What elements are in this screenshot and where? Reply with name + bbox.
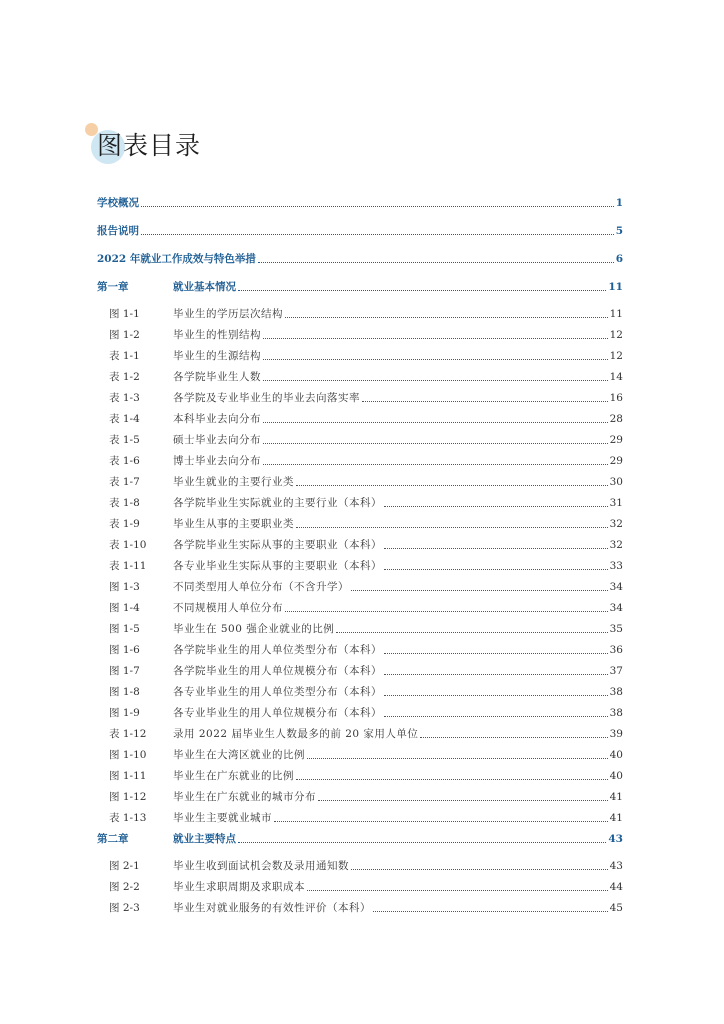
toc-entry-label: 各专业毕业生的用人单位类型分布（本科） bbox=[173, 686, 382, 698]
toc-entry-label: 各学院毕业生的用人单位规模分布（本科） bbox=[173, 665, 382, 677]
toc-page-number: 5 bbox=[615, 225, 623, 237]
toc-entry-label: 各学院毕业生实际从事的主要职业（本科） bbox=[173, 539, 382, 551]
toc-dot-leader bbox=[384, 506, 608, 507]
toc-dot-leader bbox=[362, 401, 608, 402]
toc-entry-row[interactable] bbox=[97, 786, 623, 804]
toc-entry-row[interactable] bbox=[97, 897, 623, 915]
toc-dot-leader bbox=[274, 821, 608, 822]
toc-page-number: 34 bbox=[609, 581, 623, 593]
page-title: 图表目录 bbox=[97, 131, 202, 160]
toc-entry-label: 2022 年就业工作成效与特色举措 bbox=[97, 253, 256, 265]
toc-entry-label: 本科毕业去向分布 bbox=[173, 413, 261, 425]
toc-dot-leader bbox=[141, 234, 614, 235]
toc-entry-row[interactable] bbox=[97, 450, 623, 468]
toc-dot-leader bbox=[258, 262, 614, 263]
toc-entry-label: 毕业生求职周期及求职成本 bbox=[173, 881, 305, 893]
toc-page-number: 36 bbox=[609, 644, 623, 656]
toc-entry-row[interactable] bbox=[97, 702, 623, 720]
toc-entry-number: 图 1-8 bbox=[109, 686, 140, 698]
toc-dot-leader bbox=[384, 569, 608, 570]
toc-entry-label: 各学院毕业生实际就业的主要行业（本科） bbox=[173, 497, 382, 509]
toc-dot-leader bbox=[238, 290, 606, 291]
toc-entry-row[interactable] bbox=[97, 513, 623, 531]
toc-dot-leader bbox=[296, 527, 608, 528]
toc-entry-label: 就业基本情况 bbox=[173, 281, 236, 293]
toc-entry-row[interactable] bbox=[97, 303, 623, 321]
toc-entry-number: 图 1-12 bbox=[109, 791, 147, 803]
toc-dot-leader bbox=[384, 548, 608, 549]
toc-entry-number: 第一章 bbox=[97, 281, 129, 293]
toc-entry-number: 图 1-1 bbox=[109, 308, 140, 320]
toc-page-number: 41 bbox=[609, 812, 623, 824]
toc-page-number: 35 bbox=[609, 623, 623, 635]
toc-entry-label: 毕业生在广东就业的比例 bbox=[173, 770, 294, 782]
toc-page-number: 38 bbox=[609, 707, 623, 719]
toc-page-number: 11 bbox=[608, 281, 623, 293]
toc-dot-leader bbox=[141, 206, 614, 207]
toc-entry-number: 图 1-5 bbox=[109, 623, 140, 635]
toc-entry-label: 硕士毕业去向分布 bbox=[173, 434, 261, 446]
toc-entry-label: 各专业毕业生实际从事的主要职业（本科） bbox=[173, 560, 382, 572]
toc-page-number: 14 bbox=[609, 371, 623, 383]
toc-entry-number: 表 1-6 bbox=[109, 455, 140, 467]
toc-dot-leader bbox=[336, 632, 607, 633]
toc-entry-row[interactable] bbox=[97, 681, 623, 699]
toc-page-number: 11 bbox=[609, 308, 623, 320]
toc-entry-number: 表 1-13 bbox=[109, 812, 147, 824]
toc-dot-leader bbox=[307, 758, 608, 759]
toc-dot-leader bbox=[373, 911, 608, 912]
toc-entry-row[interactable] bbox=[97, 366, 623, 384]
toc-entry-label: 毕业生在 500 强企业就业的比例 bbox=[173, 623, 335, 635]
toc-dot-leader bbox=[263, 380, 608, 381]
toc-page-number: 40 bbox=[609, 749, 623, 761]
toc-entry-row[interactable] bbox=[97, 855, 623, 873]
toc-page-number: 12 bbox=[609, 350, 623, 362]
toc-page-number: 41 bbox=[609, 791, 623, 803]
toc-chapter-row[interactable] bbox=[97, 248, 623, 266]
toc-dot-leader bbox=[307, 890, 608, 891]
toc-dot-leader bbox=[263, 443, 608, 444]
toc-entry-label: 毕业生从事的主要职业类 bbox=[173, 518, 294, 530]
page-title-block bbox=[85, 120, 245, 170]
toc-entry-label: 毕业生的生源结构 bbox=[173, 350, 261, 362]
toc-entry-row[interactable] bbox=[97, 471, 623, 489]
toc-dot-leader bbox=[238, 842, 606, 843]
toc-entry-row[interactable] bbox=[97, 534, 623, 552]
toc-entry-label: 各学院及专业毕业生的毕业去向落实率 bbox=[173, 392, 360, 404]
toc-dot-leader bbox=[384, 695, 608, 696]
toc-dot-leader bbox=[263, 464, 608, 465]
toc-entry-row[interactable] bbox=[97, 660, 623, 678]
toc-chapter-row[interactable] bbox=[97, 276, 623, 294]
toc-page-number: 30 bbox=[609, 476, 623, 488]
toc-page-number: 40 bbox=[609, 770, 623, 782]
toc-entry-row[interactable] bbox=[97, 807, 623, 825]
toc-dot-leader bbox=[296, 779, 608, 780]
toc-entry-row[interactable] bbox=[97, 876, 623, 894]
toc-entry-number: 图 1-3 bbox=[109, 581, 140, 593]
toc-entry-number: 图 2-3 bbox=[109, 902, 140, 914]
toc-entry-number: 表 1-7 bbox=[109, 476, 140, 488]
toc-entry-row[interactable] bbox=[97, 429, 623, 447]
toc-entry-label: 报告说明 bbox=[97, 225, 139, 237]
toc-entry-row[interactable] bbox=[97, 744, 623, 762]
toc-entry-number: 图 1-7 bbox=[109, 665, 140, 677]
toc-page-number: 38 bbox=[609, 686, 623, 698]
toc-entry-number: 表 1-4 bbox=[109, 413, 140, 425]
toc-page-number: 34 bbox=[609, 602, 623, 614]
toc-dot-leader bbox=[384, 674, 608, 675]
toc-dot-leader bbox=[318, 800, 608, 801]
toc-entry-label: 毕业生主要就业城市 bbox=[173, 812, 272, 824]
toc-entry-row[interactable] bbox=[97, 492, 623, 510]
toc-dot-leader bbox=[351, 590, 608, 591]
toc-entry-label: 不同类型用人单位分布（不含升学） bbox=[173, 581, 349, 593]
toc-entry-row[interactable] bbox=[97, 639, 623, 657]
toc-entry-label: 学校概况 bbox=[97, 197, 139, 209]
toc-entry-row[interactable] bbox=[97, 345, 623, 363]
toc-page-number: 45 bbox=[609, 902, 623, 914]
toc-entry-number: 第二章 bbox=[97, 833, 129, 845]
toc-chapter-row[interactable] bbox=[97, 192, 623, 210]
toc-chapter-row[interactable] bbox=[97, 220, 623, 238]
toc-entry-number: 图 1-6 bbox=[109, 644, 140, 656]
toc-entry-label: 毕业生的性别结构 bbox=[173, 329, 261, 341]
toc-entry-number: 图 2-1 bbox=[109, 860, 140, 872]
toc-entry-label: 毕业生在大湾区就业的比例 bbox=[173, 749, 305, 761]
toc-entry-row[interactable] bbox=[97, 723, 623, 741]
toc-entry-row[interactable] bbox=[97, 408, 623, 426]
toc-entry-label: 毕业生对就业服务的有效性评价（本科） bbox=[173, 902, 371, 914]
toc-entry-number: 图 1-9 bbox=[109, 707, 140, 719]
toc-page-number: 12 bbox=[609, 329, 623, 341]
toc-page-number: 43 bbox=[609, 860, 623, 872]
toc-entry-number: 表 1-1 bbox=[109, 350, 140, 362]
toc-dot-leader bbox=[296, 485, 608, 486]
toc-page-number: 33 bbox=[609, 560, 623, 572]
toc-entry-label: 毕业生就业的主要行业类 bbox=[173, 476, 294, 488]
toc-entry-label: 各学院毕业生人数 bbox=[173, 371, 261, 383]
toc-entry-number: 表 1-5 bbox=[109, 434, 140, 446]
toc-entry-number: 图 1-4 bbox=[109, 602, 140, 614]
toc-entry-row[interactable] bbox=[97, 387, 623, 405]
toc-entry-number: 图 1-10 bbox=[109, 749, 147, 761]
toc-page-number: 39 bbox=[609, 728, 623, 740]
toc-dot-leader bbox=[285, 317, 608, 318]
toc-dot-leader bbox=[263, 422, 608, 423]
toc-entry-label: 毕业生收到面试机会数及录用通知数 bbox=[173, 860, 349, 872]
toc-page-number: 6 bbox=[615, 253, 623, 265]
toc-entry-number: 图 1-11 bbox=[109, 770, 147, 782]
toc-entry-label: 毕业生的学历层次结构 bbox=[173, 308, 283, 320]
toc-page-number: 29 bbox=[609, 434, 623, 446]
toc-entry-row[interactable] bbox=[97, 765, 623, 783]
toc-page-number: 28 bbox=[609, 413, 623, 425]
toc-entry-number: 图 2-2 bbox=[109, 881, 140, 893]
toc-entry-row[interactable] bbox=[97, 618, 623, 636]
toc-entry-row[interactable] bbox=[97, 555, 623, 573]
toc-dot-leader bbox=[420, 737, 607, 738]
toc-page-number: 37 bbox=[609, 665, 623, 677]
toc-entry-number: 图 1-2 bbox=[109, 329, 140, 341]
toc-entry-label: 各专业毕业生的用人单位规模分布（本科） bbox=[173, 707, 382, 719]
toc-page-number: 32 bbox=[609, 539, 623, 551]
toc-entry-number: 表 1-9 bbox=[109, 518, 140, 530]
toc-page-number: 43 bbox=[608, 833, 623, 845]
toc-page-number: 1 bbox=[615, 197, 623, 209]
toc-entry-label: 博士毕业去向分布 bbox=[173, 455, 261, 467]
toc-chapter-row[interactable] bbox=[97, 828, 623, 846]
toc-entry-label: 就业主要特点 bbox=[173, 833, 236, 845]
toc-dot-leader bbox=[263, 359, 608, 360]
toc-page-number: 16 bbox=[609, 392, 623, 404]
toc-entry-label: 录用 2022 届毕业生人数最多的前 20 家用人单位 bbox=[173, 728, 419, 740]
toc-entry-number: 表 1-11 bbox=[109, 560, 147, 572]
toc-page-number: 29 bbox=[609, 455, 623, 467]
toc-page-number: 32 bbox=[609, 518, 623, 530]
toc-entry-label: 不同规模用人单位分布 bbox=[173, 602, 283, 614]
toc-dot-leader bbox=[285, 611, 608, 612]
toc-page-number: 31 bbox=[609, 497, 623, 509]
toc-entry-row[interactable] bbox=[97, 597, 623, 615]
toc-dot-leader bbox=[384, 653, 608, 654]
toc-page-number: 44 bbox=[609, 881, 623, 893]
toc-entry-row[interactable] bbox=[97, 324, 623, 342]
toc-dot-leader bbox=[384, 716, 608, 717]
toc-entry-label: 各学院毕业生的用人单位类型分布（本科） bbox=[173, 644, 382, 656]
toc-entry-number: 表 1-10 bbox=[109, 539, 147, 551]
toc-entry-number: 表 1-8 bbox=[109, 497, 140, 509]
toc-dot-leader bbox=[263, 338, 608, 339]
toc-entry-row[interactable] bbox=[97, 576, 623, 594]
toc-dot-leader bbox=[351, 869, 608, 870]
toc-entry-number: 表 1-3 bbox=[109, 392, 140, 404]
toc-entry-number: 表 1-2 bbox=[109, 371, 140, 383]
toc-entry-label: 毕业生在广东就业的城市分布 bbox=[173, 791, 316, 803]
toc-entry-number: 表 1-12 bbox=[109, 728, 147, 740]
